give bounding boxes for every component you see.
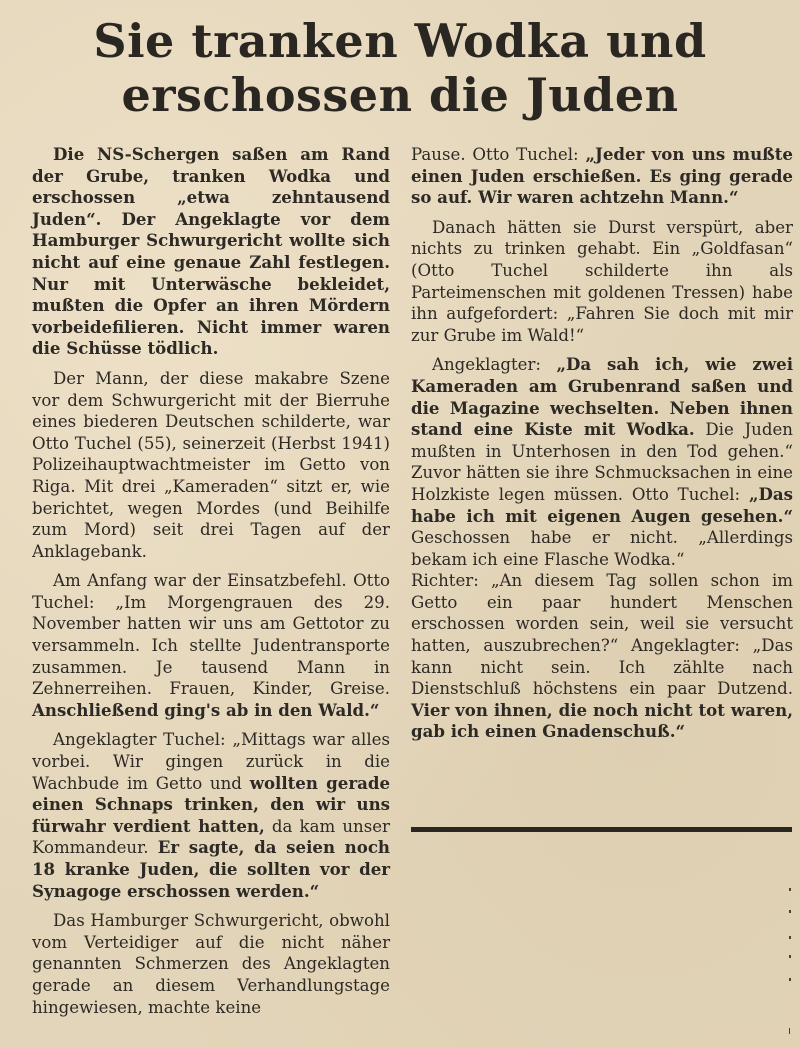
paragraph (32, 368, 390, 562)
paragraph (411, 217, 793, 347)
paragraph (32, 729, 390, 902)
paragraph-bold-text: Vier von ihnen, die noch nicht tot waren, gab ich einen Gnadenschuß.“ (411, 699, 793, 742)
article-column-left (32, 144, 390, 1026)
paragraph-bold-text: wollten gerade einen Schnaps trinken, den wir uns fürwahr verdient hatten, (32, 772, 391, 836)
paragraph (411, 354, 793, 570)
paragraph-text: da kam unser Kommandeur. (32, 816, 390, 858)
paragraph-text: Die Juden mußten in Unterhosen in den Tod gehen.“ Zuvor hätten sie ihre Schmucksachen in eine Holzkiste legen müssen. Otto Tuchel: (411, 420, 793, 504)
margin-dot (789, 955, 791, 958)
paragraph-text: Richter: „An diesem Tag sollen schon im Getto ein paar hundert Menschen erschossen worden sein, weil sie versucht hatten, auszubrechen?“ Angeklagter: „Das kann nicht sein. Ich zählte nach Dienstschluß höchstens ein paar Dutzend. (411, 571, 793, 699)
paragraph-text: Pause. Otto Tuchel: (411, 145, 586, 164)
lead-text: Die NS-Schergen saßen am Rand der Grube, tranken Wodka und erschossen „etwa zehntausend Juden“. Der Angeklagte vor dem Hamburger Schwurgericht wollte sich nicht auf eine genaue Zahl festlegen. Nur mit Unterwäsche bekleidet, mußten die Opfer an ihren Mördern vorbeidefilieren. Nicht immer waren die Schüsse tödlich. (32, 144, 390, 359)
paragraph (32, 910, 390, 1018)
margin-dot (789, 910, 791, 913)
paragraph-text: Angeklagter Tuchel: „Mittags war alles vorbei. Wir gingen zurück in die Wachbude im Getto und (32, 730, 390, 793)
paragraph-text: Angeklagter: (432, 355, 557, 375)
article-column-right (411, 144, 793, 751)
paragraph-text: Danach hätten sie Durst verspürt, aber nichts zu trinken gehabt. Ein „Goldfasan“ (Otto Tuchel schilderte ihn als Parteimenschen mit goldenen Tressen) habe ihn aufgefordert: „Fahren Sie doch mit mir zur Grube im Wald!“ (411, 217, 793, 345)
paragraph-text: Geschossen habe er nicht. „Allerdings bekam ich eine Flasche Wodka.“ (411, 528, 793, 569)
paragraph-text: Der Mann, der diese makabre Szene vor dem Schwurgericht mit der Bierruhe eines biederen Deutschen schilderte, war Otto Tuchel (55), seinerzeit (Herbst 1941) Polizeihauptwachtmeister im Getto von Riga. Mit drei „Kameraden“ sitzt er, wie berichtet, wegen Mordes (und Beihilfe zum Mord) seit drei Tagen auf der Anklagebank. (32, 368, 390, 561)
lead-paragraph (32, 144, 390, 360)
paragraph-bold-text: Anschließend ging's ab in den Wald.“ (32, 699, 380, 720)
paragraph (411, 570, 793, 743)
margin-dot (789, 978, 791, 981)
headline-line-1: Sie tranken Wodka und (93, 14, 707, 68)
margin-dot (789, 936, 791, 939)
paragraph-text: Das Hamburger Schwurgericht, obwohl vom Verteidiger auf die nicht näher genannten Schmerzen des Angeklagten gerade an diesem Verhandlungstage hingewiesen, machte keine (32, 911, 390, 1017)
paragraph-bold-text: „Jeder von uns mußte einen Juden erschießen. Es ging gerade so auf. Wir waren achtzehn Mann.“ (411, 144, 793, 208)
paragraph-bold-text: „Das habe ich mit eigenen Augen gesehen.“ (411, 483, 793, 526)
paragraph-text: Am Anfang war der Einsatzbefehl. Otto Tuchel: „Im Morgengrauen des 29. November hatten wir uns am Gettotor zu versammeln. Ich stellte Judentransporte zusammen. Je tausend Mann in Zehnerreihen. Frauen, Kinder, Greise. (32, 571, 390, 699)
margin-dot (789, 888, 791, 891)
headline (0, 14, 800, 122)
margin-dot (789, 1028, 790, 1034)
article-end-rule (411, 827, 792, 832)
paragraph (32, 570, 390, 721)
paragraph-bold-text: Er sagte, da seien noch 18 kranke Juden, die sollten vor der Synagoge erschossen werden.“ (32, 837, 390, 901)
paragraph-continued (411, 144, 793, 209)
paragraph-bold-text: „Da sah ich, wie zwei Kameraden am Grubenrand saßen und die Magazine wechselten. Neben ihnen stand eine Kiste mit Wodka. (411, 354, 793, 440)
headline-line-2: erschossen die Juden (121, 68, 679, 122)
margin-marks (789, 880, 792, 1040)
